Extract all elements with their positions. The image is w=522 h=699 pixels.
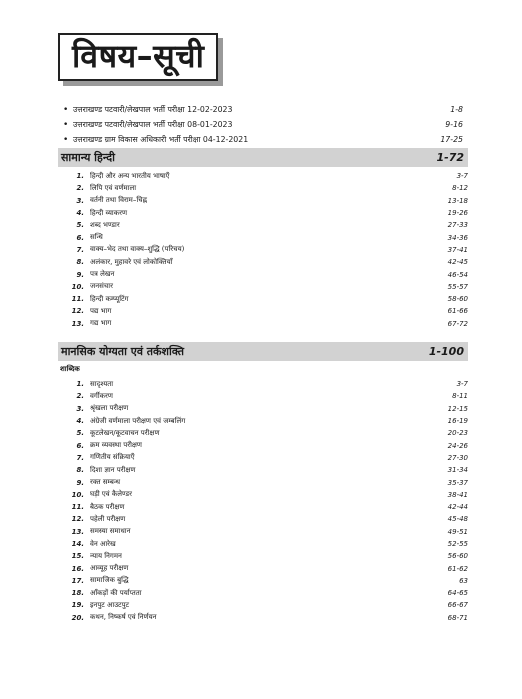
item-pages: 55-57 — [447, 282, 468, 291]
item-number: 20. — [71, 613, 84, 622]
list-item — [58, 550, 468, 562]
item-pages: 13-18 — [447, 196, 468, 205]
bullet-icon: • — [63, 134, 69, 145]
item-number: 1. — [76, 172, 84, 181]
item-number: 7. — [76, 245, 84, 254]
item-pages: 49-51 — [447, 527, 468, 536]
item-label: हिन्दी कम्प्यूटिंग — [90, 294, 129, 303]
item-label: आँकड़ों की पर्याप्तता — [90, 588, 142, 597]
item-number: 2. — [76, 392, 84, 401]
item-pages: 61-62 — [447, 564, 468, 573]
list-item — [58, 195, 468, 207]
bullet-icon: • — [63, 119, 69, 130]
item-list-hindi — [58, 170, 468, 330]
item-label: श्रृंखला परीक्षण — [90, 404, 129, 413]
item-pages: 31-34 — [447, 466, 468, 475]
list-item — [58, 403, 468, 415]
item-pages: 56-60 — [447, 552, 468, 561]
item-number: 3. — [76, 404, 84, 413]
item-number: 4. — [76, 417, 84, 426]
item-label: दिशा ज्ञान परीक्षण — [90, 465, 136, 474]
item-label: अलंकार, मुहावरे एवं लोकोक्तियाँ — [90, 257, 173, 266]
item-label: गणितीय संक्रियाएँ — [90, 453, 135, 462]
item-pages: 8-12 — [452, 184, 468, 193]
list-item — [58, 318, 468, 330]
item-label: इनपुट आउटपुट — [90, 600, 130, 609]
item-label: शब्द भण्डार — [90, 220, 120, 229]
item-pages: 68-71 — [447, 613, 468, 622]
list-item — [58, 513, 468, 525]
item-pages: 67-72 — [447, 319, 468, 328]
list-item — [58, 390, 468, 402]
item-number: 19. — [71, 601, 84, 610]
item-pages: 3-7 — [456, 172, 468, 181]
item-pages: 24-26 — [447, 441, 468, 450]
list-item — [58, 170, 468, 182]
list-item — [58, 293, 468, 305]
item-number: 10. — [71, 490, 84, 499]
exam-label: उत्तराखण्ड पटवारी/लेखपाल भर्ती परीक्षा 12-02-2023 — [73, 104, 233, 114]
list-item — [58, 244, 468, 256]
exam-row — [63, 102, 463, 117]
list-item — [58, 587, 468, 599]
item-label: वर्तनी तथा विराम–चिह्न — [90, 196, 147, 205]
item-number: 14. — [71, 540, 84, 548]
item-label: वाक्य–भेद तथा वाक्य–शुद्धि (परिचय) — [90, 245, 185, 254]
item-pages: 42-44 — [447, 503, 468, 512]
exam-label: उत्तराखण्ड ग्राम विकास अधिकारी भर्ती परीक्षा 04-12-2021 — [73, 134, 249, 144]
section-title: सामान्य हिन्दी — [61, 151, 115, 164]
item-label: पत्र लेखन — [90, 270, 115, 279]
list-item — [58, 378, 468, 390]
item-pages: 66-67 — [447, 601, 468, 610]
item-pages: 64-65 — [447, 589, 468, 598]
item-label: वेन आरेख — [90, 539, 116, 548]
item-number: 12. — [71, 307, 84, 316]
item-label: क्रम व्यवस्था परीक्षण — [90, 441, 142, 450]
item-pages: 63 — [459, 576, 468, 585]
item-number: 9. — [76, 270, 84, 279]
item-number: 2. — [76, 184, 84, 193]
list-item — [58, 439, 468, 451]
list-item — [58, 256, 468, 268]
list-item — [58, 219, 468, 231]
item-number: 11. — [71, 503, 84, 512]
item-label: बैठक परीक्षण — [90, 502, 125, 511]
item-pages: 27-33 — [447, 221, 468, 230]
section-header-reasoning — [58, 342, 468, 361]
list-item — [58, 231, 468, 243]
item-number: 5. — [76, 221, 84, 230]
item-label: अंग्रेजी वर्णमाला परीक्षण एवं जम्बलिंग — [90, 416, 186, 425]
list-item — [58, 501, 468, 513]
item-label: सादृश्यता — [90, 379, 114, 388]
item-number: 16. — [71, 564, 84, 573]
exam-label: उत्तराखण्ड पटवारी/लेखपाल भर्ती परीक्षा 08-01-2023 — [73, 119, 233, 129]
item-label: वर्गीकरण — [90, 391, 113, 400]
item-label: न्याय निगमन — [90, 551, 122, 560]
item-pages: 46-54 — [447, 270, 468, 279]
list-item — [58, 207, 468, 219]
list-item — [58, 575, 468, 587]
item-label: समस्या समाधान — [90, 527, 131, 536]
list-item — [58, 612, 468, 624]
list-item — [58, 452, 468, 464]
item-number: 1. — [76, 380, 84, 389]
item-number: 7. — [76, 453, 84, 462]
item-label: जनसंचार — [90, 282, 113, 291]
item-label: सामाजिक बुद्धि — [90, 576, 129, 585]
item-pages: 16-19 — [447, 417, 468, 426]
item-number: 11. — [71, 295, 84, 304]
list-item — [58, 526, 468, 538]
item-label: आव्यूह परीक्षण — [90, 564, 129, 573]
section-pages: 1-100 — [428, 345, 464, 358]
item-label: हिन्दी व्याकरण — [90, 208, 128, 217]
item-label: घड़ी एवं कैलेण्डर — [90, 490, 132, 499]
item-pages: 12-15 — [447, 404, 468, 413]
list-item — [58, 182, 468, 194]
list-item — [58, 476, 468, 488]
section-title: मानसिक योग्यता एवं तर्कशक्ति — [61, 345, 184, 358]
item-pages: 3-7 — [456, 380, 468, 389]
item-pages: 27-30 — [447, 453, 468, 462]
item-number: 4. — [76, 209, 84, 218]
exam-pages: 17-25 — [440, 135, 463, 144]
item-number: 17. — [71, 576, 84, 585]
item-label: हिन्दी और अन्य भारतीय भाषाएँ — [90, 171, 170, 180]
exam-pages: 9-16 — [445, 120, 463, 129]
item-pages: 19-26 — [447, 209, 468, 218]
exam-list — [63, 102, 463, 147]
item-number: 8. — [76, 258, 84, 267]
item-number: 6. — [76, 233, 84, 242]
item-number: 12. — [71, 515, 84, 524]
list-item — [58, 489, 468, 501]
item-label: पहेली परीक्षण — [90, 514, 126, 523]
item-list-reasoning — [58, 378, 468, 624]
bullet-icon: • — [63, 104, 69, 115]
item-pages: 58-60 — [447, 295, 468, 304]
item-number: 5. — [76, 429, 84, 438]
list-item — [58, 281, 468, 293]
item-pages: 37-41 — [447, 245, 468, 254]
section-pages: 1-72 — [436, 151, 464, 164]
exam-row — [63, 132, 463, 147]
list-item — [58, 305, 468, 317]
list-item — [58, 415, 468, 427]
title-block — [58, 33, 218, 81]
exam-row — [63, 117, 463, 132]
item-number: 10. — [71, 282, 84, 291]
sub-heading: शाब्दिक — [60, 365, 80, 373]
item-number: 13. — [71, 527, 84, 536]
item-label: कथन, निष्कर्ष एवं निर्णयन — [90, 613, 157, 622]
exam-pages: 1-8 — [450, 105, 463, 114]
item-pages: 34-36 — [447, 233, 468, 242]
item-label: रक्त सम्बन्ध — [90, 478, 121, 487]
item-label: लिपि एवं वर्णमाला — [90, 183, 137, 192]
list-item — [58, 268, 468, 280]
page-title: विषय–सूची — [72, 37, 205, 75]
item-label: पद्य भाग — [90, 306, 112, 315]
item-pages: 45-48 — [447, 515, 468, 524]
list-item — [58, 562, 468, 574]
list-item — [58, 599, 468, 611]
item-number: 6. — [76, 441, 84, 450]
item-label: गद्य भाग — [90, 319, 112, 328]
item-pages: 52-55 — [447, 540, 468, 548]
section-header-hindi — [58, 148, 468, 167]
item-pages: 8-11 — [452, 392, 468, 401]
item-pages: 38-41 — [447, 490, 468, 499]
list-item — [58, 538, 468, 550]
list-item — [58, 427, 468, 439]
item-pages: 42-45 — [447, 258, 468, 267]
item-number: 13. — [71, 319, 84, 328]
item-number: 15. — [71, 552, 84, 561]
list-item — [58, 464, 468, 476]
item-label: सन्धि — [90, 233, 103, 242]
item-pages: 61-66 — [447, 307, 468, 316]
item-number: 9. — [76, 478, 84, 487]
item-number: 8. — [76, 466, 84, 475]
item-pages: 35-37 — [447, 478, 468, 487]
item-pages: 20-23 — [447, 429, 468, 438]
title-box — [58, 33, 218, 81]
item-number: 18. — [71, 589, 84, 598]
item-label: कूटलेखन/कूटवाचन परीक्षण — [90, 428, 160, 437]
item-number: 3. — [76, 196, 84, 205]
